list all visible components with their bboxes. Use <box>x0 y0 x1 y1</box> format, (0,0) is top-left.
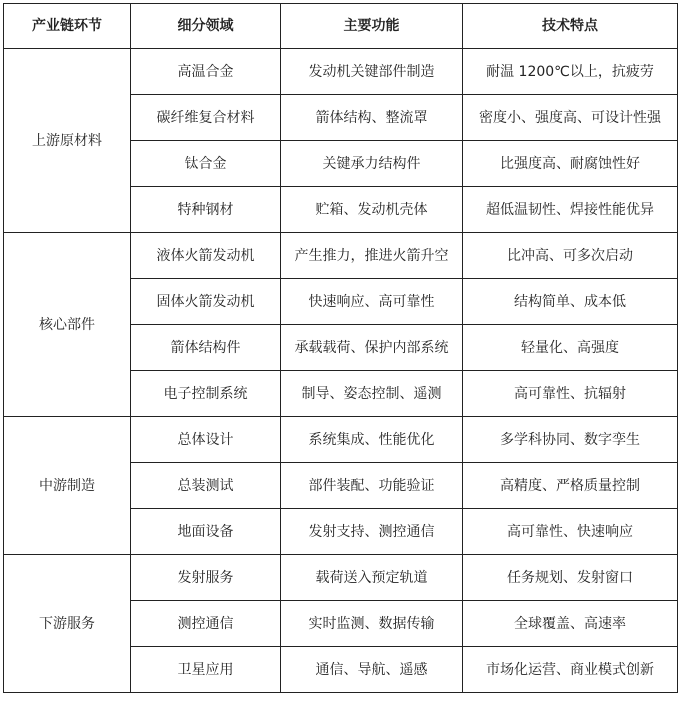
feature-cell: 高可靠性、快速响应 <box>463 509 678 555</box>
header-field: 细分领域 <box>131 4 281 49</box>
feature-cell: 高可靠性、抗辐射 <box>463 371 678 417</box>
function-cell: 箭体结构、整流罩 <box>281 95 463 141</box>
function-cell: 载荷送入预定轨道 <box>281 555 463 601</box>
field-cell: 液体火箭发动机 <box>131 233 281 279</box>
field-cell: 高温合金 <box>131 49 281 95</box>
function-cell: 发动机关键部件制造 <box>281 49 463 95</box>
table-body <box>4 49 678 693</box>
table-row <box>4 417 678 463</box>
feature-cell: 轻量化、高强度 <box>463 325 678 371</box>
table-row <box>4 555 678 601</box>
table-row <box>4 49 678 95</box>
feature-cell: 多学科协同、数字孪生 <box>463 417 678 463</box>
field-cell: 发射服务 <box>131 555 281 601</box>
feature-cell: 比冲高、可多次启动 <box>463 233 678 279</box>
feature-cell: 市场化运营、商业模式创新 <box>463 647 678 693</box>
function-cell: 关键承力结构件 <box>281 141 463 187</box>
field-cell: 碳纤维复合材料 <box>131 95 281 141</box>
field-cell: 箭体结构件 <box>131 325 281 371</box>
feature-cell: 任务规划、发射窗口 <box>463 555 678 601</box>
function-cell: 实时监测、数据传输 <box>281 601 463 647</box>
field-cell: 固体火箭发动机 <box>131 279 281 325</box>
field-cell: 测控通信 <box>131 601 281 647</box>
function-cell: 制导、姿态控制、遥测 <box>281 371 463 417</box>
feature-cell: 结构简单、成本低 <box>463 279 678 325</box>
field-cell: 特种钢材 <box>131 187 281 233</box>
field-cell: 总体设计 <box>131 417 281 463</box>
table-row <box>4 233 678 279</box>
function-cell: 承载载荷、保护内部系统 <box>281 325 463 371</box>
feature-cell: 全球覆盖、高速率 <box>463 601 678 647</box>
field-cell: 总装测试 <box>131 463 281 509</box>
stage-cell: 中游制造 <box>4 417 131 555</box>
stage-cell: 上游原材料 <box>4 49 131 233</box>
industry-chain-table <box>3 3 678 693</box>
feature-cell: 密度小、强度高、可设计性强 <box>463 95 678 141</box>
function-cell: 发射支持、测控通信 <box>281 509 463 555</box>
field-cell: 地面设备 <box>131 509 281 555</box>
function-cell: 贮箱、发动机壳体 <box>281 187 463 233</box>
table-header <box>4 4 678 49</box>
field-cell: 钛合金 <box>131 141 281 187</box>
function-cell: 系统集成、性能优化 <box>281 417 463 463</box>
function-cell: 通信、导航、遥感 <box>281 647 463 693</box>
feature-cell: 超低温韧性、焊接性能优异 <box>463 187 678 233</box>
function-cell: 快速响应、高可靠性 <box>281 279 463 325</box>
feature-cell: 比强度高、耐腐蚀性好 <box>463 141 678 187</box>
header-function: 主要功能 <box>281 4 463 49</box>
function-cell: 产生推力，推进火箭升空 <box>281 233 463 279</box>
field-cell: 卫星应用 <box>131 647 281 693</box>
header-stage: 产业链环节 <box>4 4 131 49</box>
function-cell: 部件装配、功能验证 <box>281 463 463 509</box>
feature-cell: 耐温 1200℃以上，抗疲劳 <box>463 49 678 95</box>
stage-cell: 核心部件 <box>4 233 131 417</box>
feature-cell: 高精度、严格质量控制 <box>463 463 678 509</box>
header-row <box>4 4 678 49</box>
header-feature: 技术特点 <box>463 4 678 49</box>
stage-cell: 下游服务 <box>4 555 131 693</box>
field-cell: 电子控制系统 <box>131 371 281 417</box>
